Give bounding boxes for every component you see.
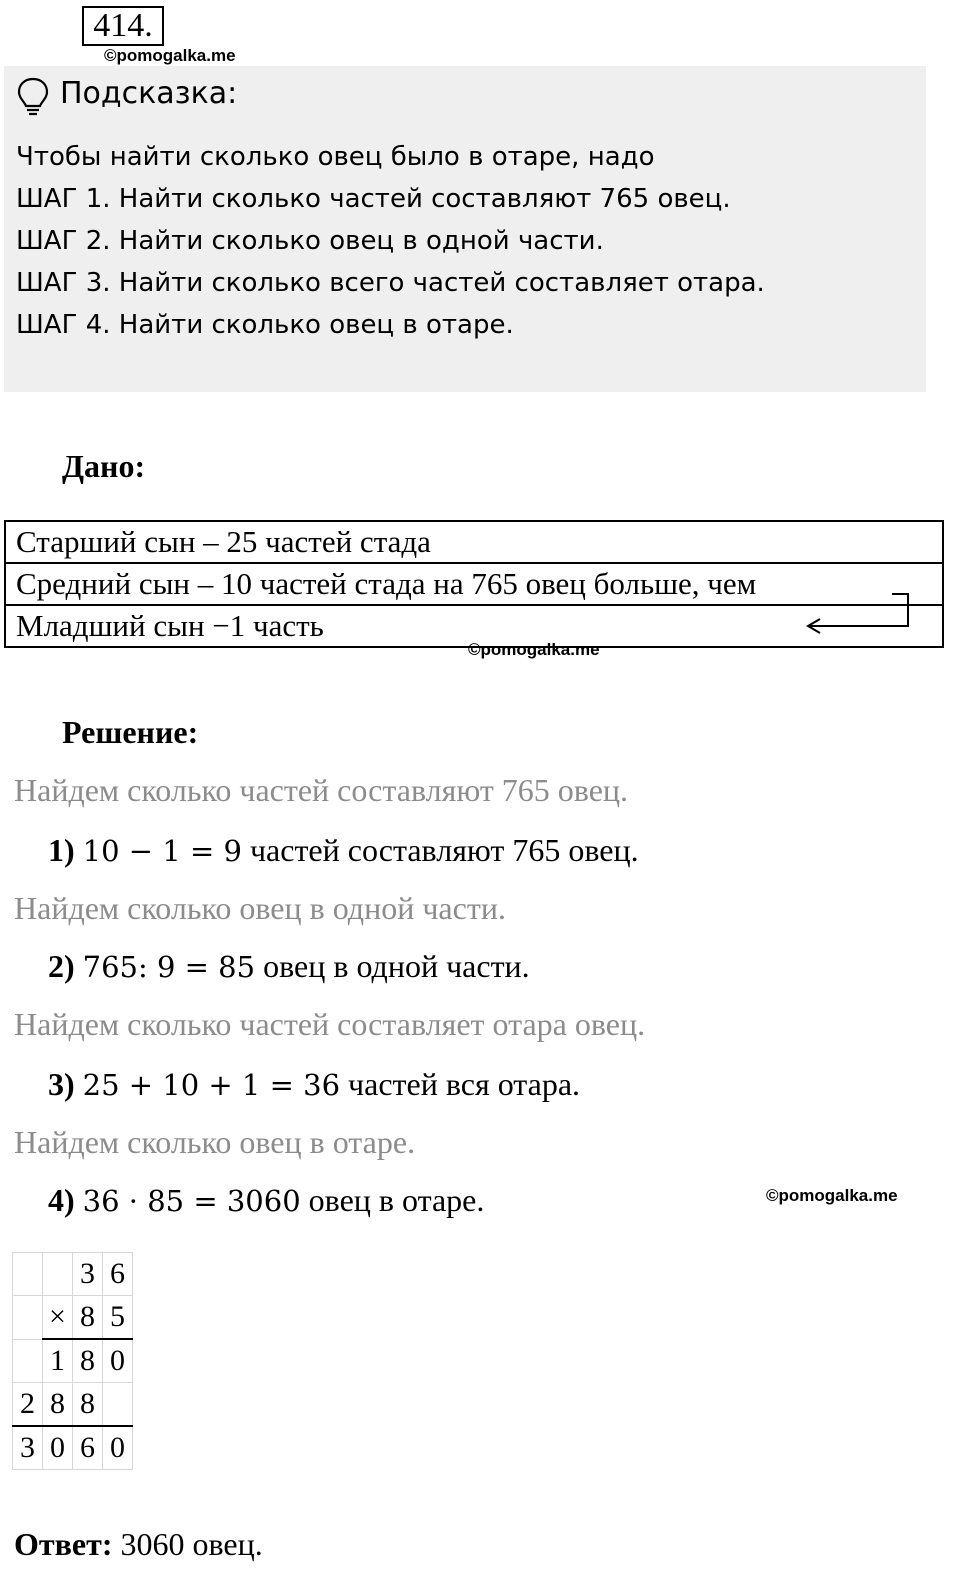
step-number: 2) bbox=[48, 948, 75, 984]
hint-step-3 bbox=[16, 268, 765, 298]
hint-step-label: ШАГ 4. bbox=[16, 310, 111, 340]
hint-step-1 bbox=[16, 184, 731, 214]
grid-cell: 5 bbox=[103, 1296, 133, 1340]
step-expression: 765: 9 = 85 bbox=[82, 950, 256, 984]
grid-cell bbox=[103, 1383, 133, 1427]
watermark-middle: ©pomogalka.me bbox=[468, 640, 600, 659]
hint-step-text: Найти сколько овец в одной части. bbox=[118, 226, 604, 256]
hint-step-text: Найти сколько овец в отаре. bbox=[118, 310, 514, 340]
step-text: овец в отаре. bbox=[308, 1182, 485, 1218]
watermark-bottom: ©pomogalka.me bbox=[766, 1186, 898, 1205]
step-expression: 36 · 85 = 3060 bbox=[82, 1184, 301, 1218]
comparison-arrow-icon bbox=[800, 590, 920, 636]
grid-cell bbox=[13, 1339, 43, 1383]
hint-step-text: Найти сколько частей составляют 765 овец. bbox=[118, 184, 731, 214]
grid-cell bbox=[13, 1296, 43, 1340]
solution-note-3: Найдем сколько частей составляет отара овец. bbox=[14, 1006, 646, 1042]
grid-cell: 8 bbox=[73, 1339, 103, 1383]
grid-cell: 8 bbox=[73, 1296, 103, 1340]
grid-cell: 1 bbox=[43, 1339, 73, 1383]
grid-cell: 0 bbox=[43, 1426, 73, 1470]
answer-label: Ответ: bbox=[14, 1526, 113, 1562]
hint-step-label: ШАГ 1. bbox=[16, 184, 111, 214]
solution-note-1: Найдем сколько частей составляют 765 овец. bbox=[14, 772, 629, 808]
step-expression: 10 − 1 = 9 bbox=[82, 834, 242, 868]
task-number: 414. bbox=[82, 6, 164, 46]
step-number: 4) bbox=[48, 1182, 75, 1218]
step-text: частей составляют 765 овец. bbox=[249, 832, 639, 868]
grid-cell: 6 bbox=[103, 1253, 133, 1296]
grid-cell: 3 bbox=[73, 1253, 103, 1296]
grid-cell: 2 bbox=[13, 1383, 43, 1427]
solution-step-2 bbox=[48, 948, 530, 985]
hint-step-4 bbox=[16, 310, 514, 340]
hint-title: Подсказка: bbox=[60, 76, 238, 111]
hint-step-label: ШАГ 3. bbox=[16, 268, 111, 298]
solution-note-2: Найдем сколько овец в одной части. bbox=[14, 890, 506, 926]
solution-step-1 bbox=[48, 832, 639, 869]
solution-note-4: Найдем сколько овец в отаре. bbox=[14, 1124, 416, 1160]
hint-step-2 bbox=[16, 226, 604, 256]
given-heading: Дано: bbox=[62, 448, 146, 484]
given-row-oldest: Старший сын – 25 частей стада bbox=[5, 521, 943, 563]
lightbulb-icon bbox=[16, 76, 50, 116]
step-number: 3) bbox=[48, 1066, 75, 1102]
hint-intro: Чтобы найти сколько овец было в отаре, надо bbox=[16, 142, 655, 172]
hint-step-text: Найти сколько всего частей составляет отара. bbox=[118, 268, 765, 298]
step-expression: 25 + 10 + 1 = 36 bbox=[82, 1068, 341, 1102]
step-text: овец в одной части. bbox=[263, 948, 530, 984]
hint-step-label: ШАГ 2. bbox=[16, 226, 111, 256]
grid-cell-times-sign: × bbox=[43, 1296, 73, 1340]
watermark-top: ©pomogalka.me bbox=[104, 46, 236, 65]
grid-cell: 8 bbox=[73, 1383, 103, 1427]
grid-cell bbox=[13, 1253, 43, 1296]
grid-cell: 0 bbox=[103, 1339, 133, 1383]
grid-cell: 0 bbox=[103, 1426, 133, 1470]
answer bbox=[14, 1526, 263, 1563]
grid-cell: 8 bbox=[43, 1383, 73, 1427]
grid-cell: 6 bbox=[73, 1426, 103, 1470]
step-text: частей вся отара. bbox=[348, 1066, 581, 1102]
grid-cell bbox=[43, 1253, 73, 1296]
solution-step-3 bbox=[48, 1066, 580, 1103]
solution-step-4 bbox=[48, 1182, 484, 1219]
step-number: 1) bbox=[48, 832, 75, 868]
answer-text: 3060 овец. bbox=[120, 1526, 263, 1562]
column-multiplication bbox=[12, 1252, 133, 1470]
solution-heading: Решение: bbox=[62, 714, 199, 750]
given-row-middle: Средний сын – 10 частей стада на 765 овец больше, чем bbox=[5, 563, 943, 605]
grid-cell: 3 bbox=[13, 1426, 43, 1470]
given-row-youngest: Младший сын −1 часть bbox=[5, 605, 943, 647]
